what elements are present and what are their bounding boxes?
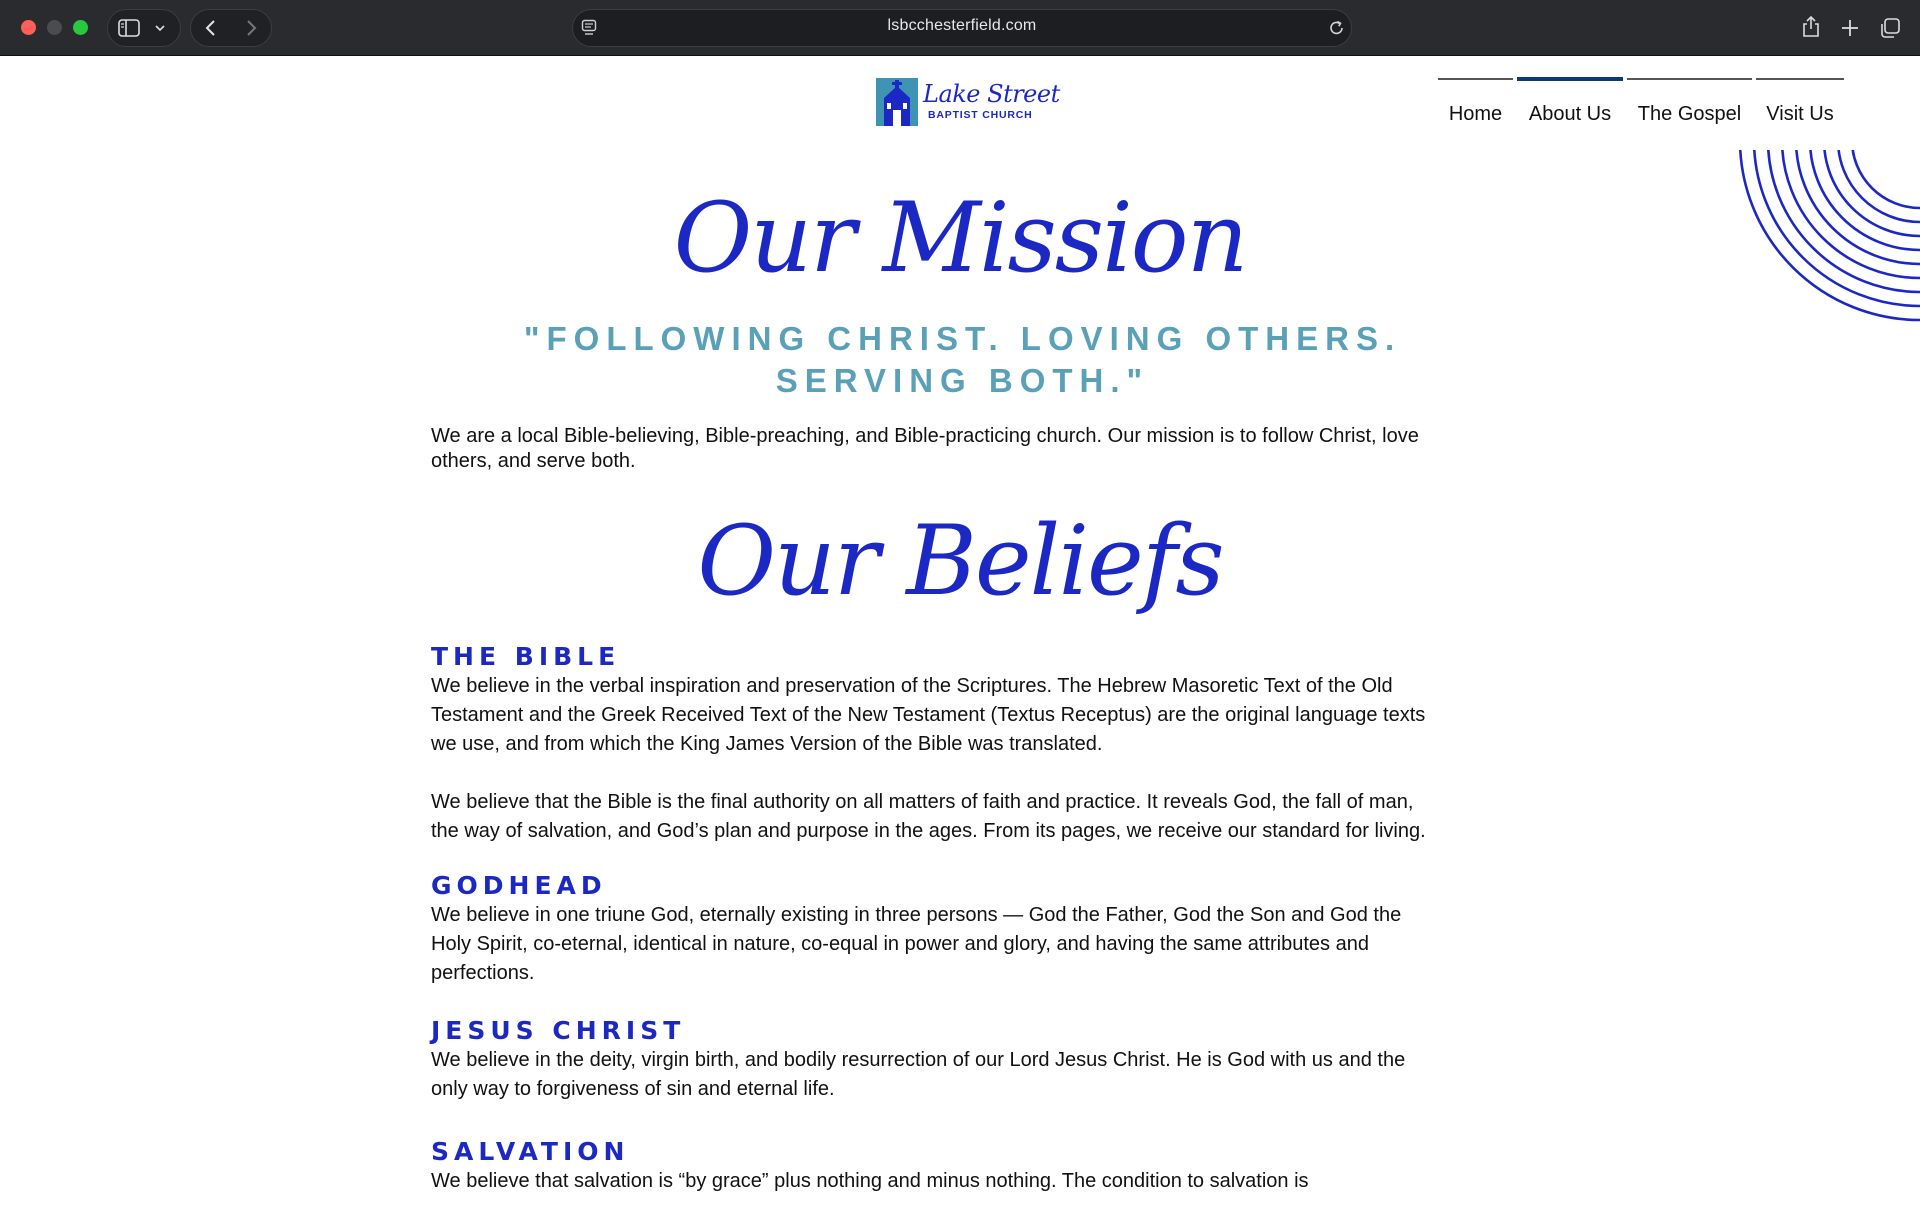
text-line: We believe in one triune God, eternally existing in three persons — God the Father, God the Son and God the <box>431 904 1402 926</box>
the-bible-heading: THE BIBLE <box>431 642 621 671</box>
text-line: only way to forgiveness of sin and eternal life. <box>431 1078 835 1100</box>
browser-toolbar <box>0 0 1920 56</box>
jesus-christ-paragraph <box>431 1046 1496 1104</box>
text-line: the way of salvation, and God’s plan and purpose in the ages. From its pages, we receive our standard for living. <box>431 820 1426 842</box>
new-tab-icon[interactable] <box>1840 18 1860 38</box>
tab-overview-icon[interactable] <box>1879 17 1901 39</box>
share-icon[interactable] <box>1800 15 1822 39</box>
nav-underline-active <box>1517 77 1623 81</box>
zoom-window-button[interactable] <box>73 20 88 35</box>
mission-paragraph <box>431 424 1496 474</box>
nav-visit-us-label: Visit Us <box>1766 103 1834 125</box>
nav-about-us-label: About Us <box>1528 103 1612 125</box>
nav-about-us[interactable] <box>1517 78 1623 128</box>
salvation-paragraph <box>431 1167 1496 1196</box>
reload-icon[interactable] <box>1328 19 1346 37</box>
tagline-line-1: "FOLLOWING CHRIST. LOVING OTHERS. <box>523 320 1402 357</box>
text-line: We believe in the verbal inspiration and preservation of the Scriptures. The Hebrew Masoretic Text of the Old <box>431 675 1393 697</box>
mission-heading: Our Mission <box>673 182 1247 294</box>
nav-underline <box>1627 78 1752 80</box>
nav-home-label: Home <box>1448 103 1503 125</box>
logo-subtitle: BAPTIST CHURCH <box>928 109 1033 121</box>
text-line: Testament and the Greek Received Text of the New Testament (Textus Receptus) are the original language texts <box>431 704 1426 726</box>
text-line: We believe that the Bible is the final authority on all matters of faith and practice. It reveals God, the fall of man, <box>431 791 1414 813</box>
church-logo[interactable] <box>876 76 1060 128</box>
mission-line-2: others, and serve both. <box>431 450 636 472</box>
nav-underline <box>1438 78 1513 80</box>
text-line: We believe that salvation is “by grace” plus nothing and minus nothing. The condition to salvation is <box>431 1170 1309 1192</box>
forward-arrow-icon[interactable] <box>244 18 258 38</box>
nav-underline <box>1756 78 1844 80</box>
nav-visit-us[interactable] <box>1756 78 1844 128</box>
text-line: Holy Spirit, co-eternal, identical in nature, co-equal in power and glory, and having the same attributes and <box>431 933 1369 955</box>
logo-wordmark: Lake Street <box>923 80 1060 108</box>
tagline-line-2: SERVING BOTH." <box>775 362 1150 399</box>
url-text: lsbcchesterfield.com <box>887 17 1037 34</box>
nav-the-gospel[interactable] <box>1627 78 1752 128</box>
nav-the-gospel-label: The Gospel <box>1637 103 1742 125</box>
history-nav-group <box>190 9 272 47</box>
the-bible-paragraph-1 <box>431 672 1496 759</box>
text-line: we use, and from which the King James Version of the Bible was translated. <box>431 733 1103 755</box>
close-window-button[interactable] <box>21 20 36 35</box>
mission-line-1: We are a local Bible-believing, Bible-preaching, and Bible-practicing church. Our mission is to follow Christ, love <box>431 425 1419 447</box>
beliefs-heading: Our Beliefs <box>697 505 1223 617</box>
text-line: perfections. <box>431 962 535 984</box>
sidebar-icon <box>118 19 140 37</box>
text-line: We believe in the deity, virgin birth, and bodily resurrection of our Lord Jesus Christ. He is God with us and the <box>431 1049 1406 1071</box>
back-arrow-icon[interactable] <box>204 18 218 38</box>
mission-tagline <box>500 318 1425 402</box>
jesus-christ-heading: JESUS CHRIST <box>431 1016 686 1045</box>
church-building-icon <box>876 76 920 128</box>
godhead-paragraph <box>431 901 1496 988</box>
nav-home[interactable] <box>1438 78 1513 128</box>
salvation-heading: SALVATION <box>431 1137 630 1166</box>
chevron-down-icon[interactable] <box>154 23 166 33</box>
godhead-heading: GODHEAD <box>431 871 607 900</box>
the-bible-paragraph-2 <box>431 788 1496 846</box>
minimize-window-button[interactable] <box>47 20 62 35</box>
